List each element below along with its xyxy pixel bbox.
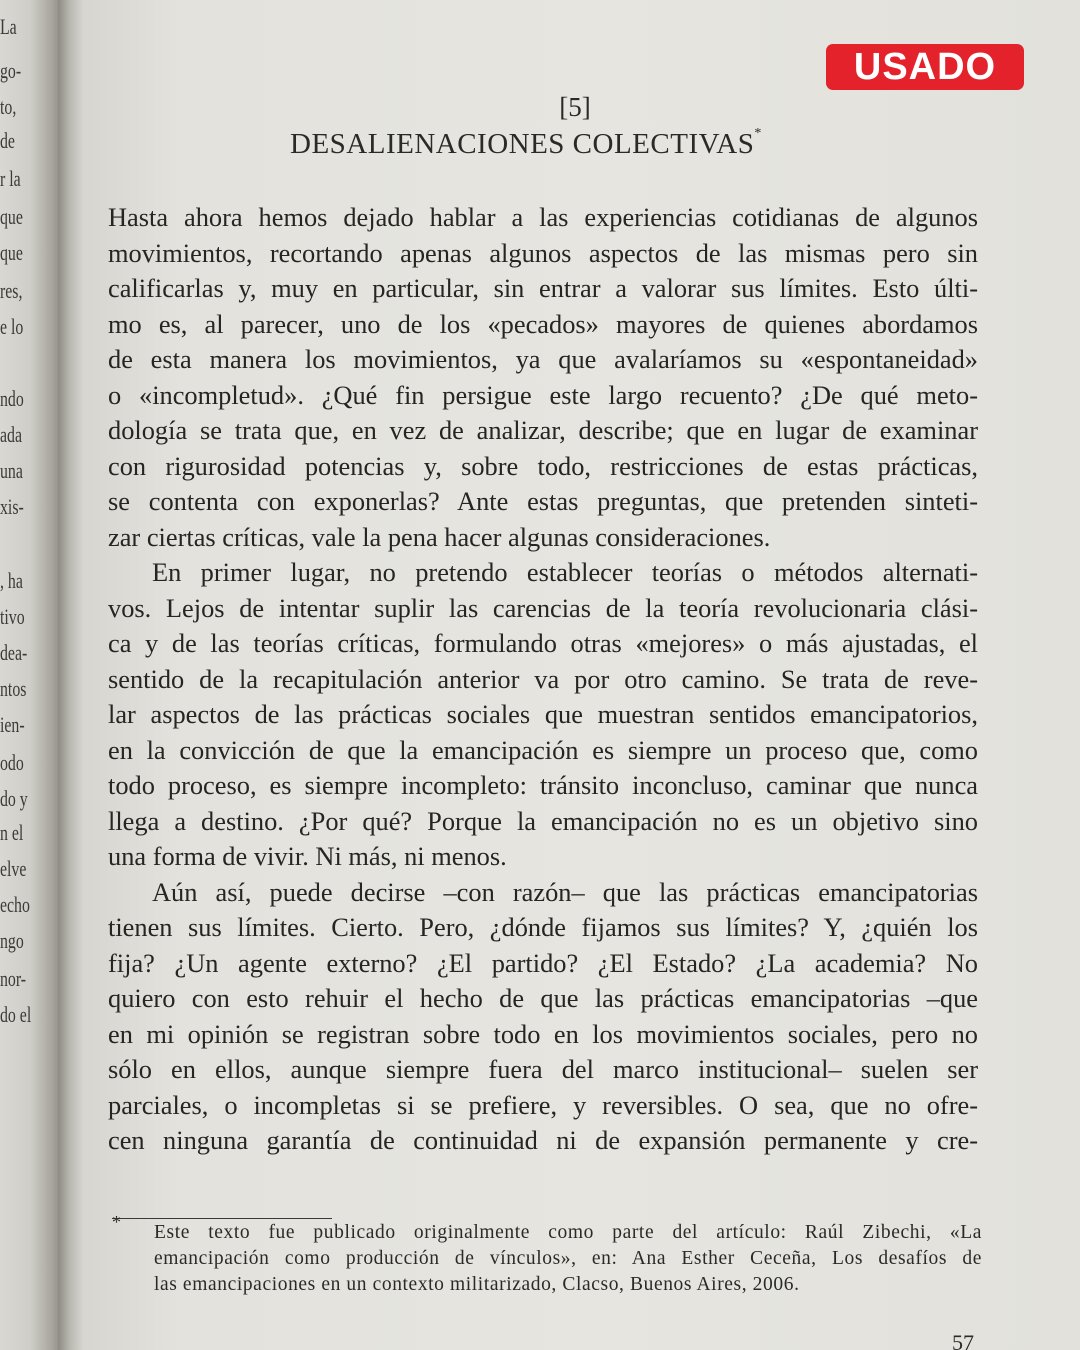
- facing-page-fragment: echo: [0, 892, 30, 917]
- text-line: mo es, al parecer, uno de los «pecados» mayores de quienes abordamos: [108, 308, 978, 339]
- text-line: tienen sus límites. Cierto. Pero, ¿dónde fijamos sus límites? Y, ¿quién los: [108, 912, 978, 942]
- text-line: parciales, o incompletas si se prefiere, y reversibles. O sea, que no ofre-: [108, 1089, 978, 1120]
- footnote-line: Este texto fue publicado originalmente como parte del artículo: Raúl Zibechi, «La: [154, 1222, 982, 1243]
- used-badge: USADO: [826, 44, 1024, 90]
- text-line: dología se trata que, en vez de analizar, describe; que en lugar de examinar: [108, 415, 978, 445]
- chapter-number: [5]: [559, 92, 591, 122]
- facing-page-fragment: to,: [0, 94, 17, 119]
- text-line: En primer lugar, no pretendo establecer teorías o métodos alternati-: [152, 557, 978, 587]
- text-line: o «incompletud». ¿Qué fin persigue este largo recuento? ¿De qué meto-: [108, 379, 978, 410]
- text-line: sólo en ellos, aunque siempre fuera del marco institucional– suelen ser: [108, 1054, 978, 1084]
- footnote: [154, 1220, 982, 1298]
- text-line: cen ninguna garantía de continuidad ni de expansión permanente y cre-: [108, 1125, 978, 1155]
- text-line: todo proceso, es siempre incompleto: tránsito inconcluso, caminar que nunca: [108, 770, 978, 800]
- text-line: en mi opinión se registran sobre todo en los movimientos sociales, pero no: [108, 1018, 978, 1049]
- text-line: se contenta con exponerlas? Ante estas preguntas, que pretenden sinteti-: [108, 486, 978, 516]
- facing-page-fragment: de: [0, 128, 15, 153]
- text-line: de esta manera los movimientos, ya que avalaríamos su «espontaneidad»: [108, 344, 978, 374]
- text-line: llega a destino. ¿Por qué? Porque la emancipación no es un objetivo sino: [108, 805, 978, 836]
- text-line: sentido de la recapitulación anterior va por otro camino. Se trata de reve-: [108, 663, 978, 694]
- book-gutter: [58, 0, 84, 1350]
- facing-page-fragment: una: [0, 458, 23, 483]
- facing-page-fragment: La: [0, 14, 17, 39]
- facing-page-fragment: go-: [0, 58, 22, 83]
- footnote-line: las emancipaciones en un contexto militarizado, Clacso, Buenos Aires, 2006.: [154, 1274, 800, 1295]
- facing-page-edge: [0, 0, 62, 1350]
- body-text: [108, 200, 978, 1159]
- facing-page-fragment: do y: [0, 786, 28, 811]
- facing-page-fragment: , ha: [0, 568, 23, 593]
- facing-page-fragment: nor-: [0, 966, 27, 991]
- footnote-marker: *: [112, 1212, 121, 1232]
- facing-page-fragment: n el: [0, 820, 24, 845]
- text-line: Aún así, puede decirse –con razón– que las prácticas emancipatorias: [152, 876, 978, 907]
- facing-page-fragment: que: [0, 240, 23, 265]
- text-line: en la convicción de que la emancipación es siempre un proceso que, como: [108, 734, 978, 765]
- facing-page-fragment: res,: [0, 278, 23, 303]
- facing-page-fragment: elve: [0, 856, 27, 881]
- chapter-footnote-marker: *: [754, 126, 762, 141]
- text-line: fija? ¿Un agente externo? ¿El partido? ¿El Estado? ¿La academia? No: [108, 947, 978, 978]
- text-line: una forma de vivir. Ni más, ni menos.: [108, 841, 507, 871]
- text-line: vos. Lejos de intentar suplir las carencias de la teoría revolucionaria clási-: [108, 592, 978, 623]
- facing-page-fragment: do el: [0, 1002, 32, 1027]
- footnote-rule: [112, 1218, 332, 1219]
- facing-page-fragment: odo: [0, 750, 24, 775]
- text-line: movimientos, recortando apenas algunos aspectos de las mismas pero sin: [108, 237, 978, 268]
- text-line: quiero con esto rehuir el hecho de que las prácticas emancipatorias –que: [108, 983, 978, 1013]
- facing-page-fragment: ngo: [0, 928, 24, 953]
- facing-page-fragment: ndo: [0, 386, 24, 411]
- text-line: calificarlas y, muy en particular, sin entrar a valorar sus límites. Esto últi-: [108, 273, 978, 303]
- facing-page-fragment: ntos: [0, 676, 27, 701]
- facing-page-fragment: r la: [0, 166, 21, 191]
- chapter-title: [290, 128, 762, 161]
- page-number: 57: [952, 1330, 974, 1350]
- facing-page-fragment: dea-: [0, 640, 28, 665]
- facing-page-fragment: xis-: [0, 494, 24, 519]
- text-line: Hasta ahora hemos dejado hablar a las experiencias cotidianas de algunos: [108, 202, 978, 232]
- text-line: ca y de las teorías críticas, formulando otras «mejores» o más ajustadas, el: [108, 628, 978, 658]
- facing-page-fragment: ada: [0, 422, 22, 447]
- chapter-title-text: DESALIENACIONES COLECTIVAS: [290, 128, 755, 160]
- facing-page-fragment: que: [0, 204, 23, 229]
- facing-page-fragment: ien-: [0, 712, 25, 737]
- footnote-line: emancipación como producción de vínculos», en: Ana Esther Ceceña, Los desafíos de: [154, 1248, 982, 1269]
- text-line: lar aspectos de las prácticas sociales que muestran sentidos emancipatorios,: [108, 699, 978, 729]
- facing-page-fragment: tivo: [0, 604, 25, 629]
- facing-page-fragment: e lo: [0, 314, 24, 339]
- text-line: con rigurosidad potencias y, sobre todo, restricciones de estas prácticas,: [108, 450, 978, 481]
- text-line: zar ciertas críticas, vale la pena hacer algunas consideraciones.: [108, 521, 771, 552]
